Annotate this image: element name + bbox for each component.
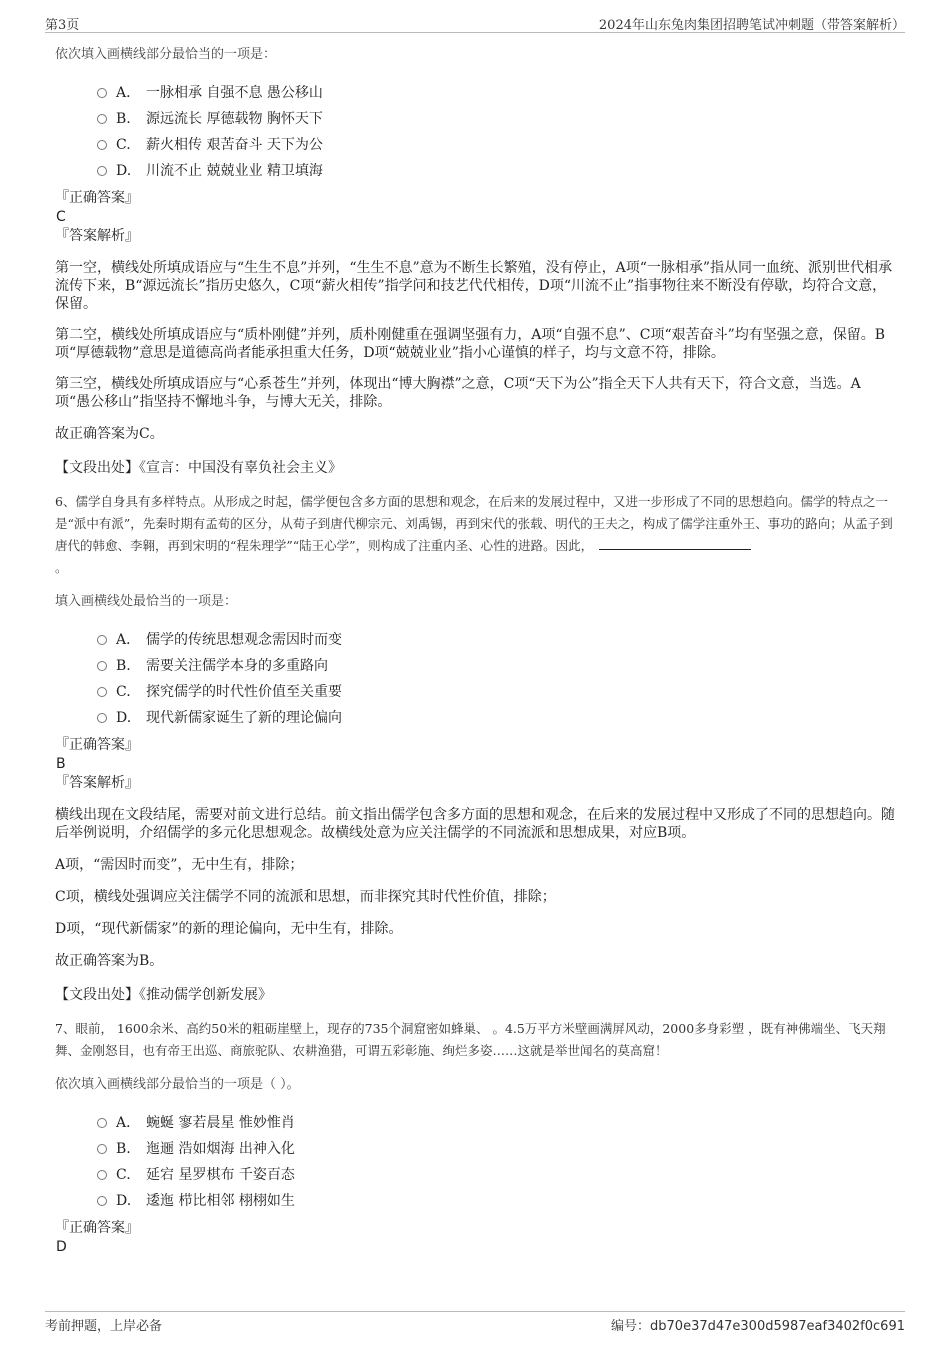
option-text: 川流不止 兢兢业业 精卫填海 — [146, 163, 323, 179]
radio-icon[interactable] — [97, 1118, 107, 1128]
option-c[interactable] — [97, 132, 895, 158]
option-letter: D. — [116, 1193, 132, 1209]
analysis-paragraph: C项，横线处强调应关注儒学不同的流派和思想，而非探究其时代性价值，排除； — [55, 889, 556, 905]
option-letter: C. — [116, 684, 131, 700]
page-footer — [45, 1311, 905, 1334]
page-number: 第3页 — [45, 18, 80, 33]
option-letter: C. — [116, 137, 131, 153]
analysis-paragraph: 横线出现在文段结尾，需要对前文进行总结。前文指出儒学包含多方面的思想和观念，在后来的发展过程中又形成了不同的思想趋向。随后举例说明，介绍儒学的多元化思想观念。故横线处意为应关注儒学的不同流派和思想成果，对应B项。 — [55, 807, 895, 841]
radio-icon[interactable] — [97, 1196, 107, 1206]
document-title: 2024年山东兔肉集团招聘笔试冲刺题（带答案解析） — [598, 18, 905, 33]
option-d[interactable] — [97, 158, 895, 184]
option-a[interactable] — [97, 627, 895, 653]
option-d[interactable] — [97, 705, 895, 731]
page-header — [45, 12, 905, 33]
radio-icon[interactable] — [97, 140, 107, 150]
option-b[interactable] — [97, 653, 895, 679]
option-b[interactable] — [97, 1136, 895, 1162]
analysis-label: 『答案解析』 — [55, 228, 139, 244]
radio-icon[interactable] — [97, 635, 107, 645]
option-b[interactable] — [97, 106, 895, 132]
analysis-paragraph: A项，“需因时而变”，无中生有，排除； — [55, 857, 304, 873]
option-a[interactable] — [97, 1110, 895, 1136]
analysis-paragraph: 第三空，横线处所填成语应与“心系苍生”并列，体现出“博大胸襟”之意，C项“天下为公”指全天下人共有天下，符合文意，当选。A项“愚公移山”指坚持不懈地斗争，与博大无关，排除。 — [55, 376, 861, 410]
question-text-body: 6、儒学自身具有多样特点。从形成之时起，儒学便包含多方面的思想和观念，在后来的发展过程中，又进一步形成了不同的思想趋向。儒学的特点之一是“派中有派”，先秦时期有孟荀的区分，从荀子到唐代柳宗元、刘禹锡，再到宋代的张载、明代的王夫之，构成了儒学注重外王、事功的路向；从孟子到唐代的韩愈、李翱，再到宋明的“程朱理学”“陆王心学”，则构成了注重内圣、心性的进路。因此， — [55, 494, 893, 553]
option-letter: A． — [116, 85, 141, 101]
option-letter: B. — [116, 1141, 131, 1157]
question-prompt: 依次填入画横线部分最恰当的一项是（ ）。 — [55, 1077, 300, 1092]
radio-icon[interactable] — [97, 166, 107, 176]
question-7 — [55, 1018, 895, 1256]
option-text: 薪火相传 艰苦奋斗 天下为公 — [146, 137, 323, 153]
question-prompt: 依次填入画横线部分最恰当的一项是： — [55, 47, 277, 62]
option-text: 一脉相承 自强不息 愚公移山 — [146, 85, 323, 101]
option-text: 需要关注儒学本身的多重路向 — [146, 658, 328, 674]
page-content — [55, 46, 895, 1256]
option-text: 延宕 星罗棋布 千姿百态 — [146, 1167, 295, 1183]
analysis-conclusion: 故正确答案为C。 — [55, 426, 164, 442]
radio-icon[interactable] — [97, 1170, 107, 1180]
document-code-label: 编号： — [611, 1319, 651, 1334]
answer-label: 『正确答案』 — [55, 1220, 139, 1236]
question-5 — [55, 46, 895, 477]
option-letter: B. — [116, 111, 131, 127]
source-citation: 【文段出处】《宣言：中国没有辜负社会主义》 — [55, 460, 342, 476]
options-list — [97, 627, 895, 731]
radio-icon[interactable] — [97, 1144, 107, 1154]
option-letter: B. — [116, 658, 131, 674]
option-text: 现代新儒家诞生了新的理论偏向 — [146, 710, 342, 726]
option-letter: C. — [116, 1167, 131, 1183]
option-a[interactable] — [97, 80, 895, 106]
option-c[interactable] — [97, 1162, 895, 1188]
option-letter: D. — [116, 163, 132, 179]
radio-icon[interactable] — [97, 114, 107, 124]
analysis-paragraph: 第一空，横线处所填成语应与“生生不息”并列，“生生不息”意为不断生长繁殖，没有停止，A项“一脉相承”指从同一血统、派别世代相承流传下来，B“源远流长”指历史悠久，C项“薪火相传”指学问和技艺代代相传，D项“川流不止”指事物往来不断没有停歇，均符合文意，保留。 — [55, 260, 893, 312]
answer-value: B — [56, 756, 66, 772]
analysis-paragraph: D项，“现代新儒家”的新的理论偏向，无中生有，排除。 — [55, 921, 403, 937]
answer-label: 『正确答案』 — [55, 737, 139, 753]
radio-icon[interactable] — [97, 687, 107, 697]
option-text: 逶迤 栉比相邻 栩栩如生 — [146, 1193, 295, 1209]
answer-blank — [599, 539, 751, 550]
option-text: 探究儒学的时代性价值至关重要 — [146, 684, 342, 700]
radio-icon[interactable] — [97, 661, 107, 671]
option-letter: D. — [116, 710, 132, 726]
option-c[interactable] — [97, 679, 895, 705]
options-list — [97, 1110, 895, 1214]
question-text — [55, 491, 895, 579]
option-text: 蜿蜒 寥若晨星 惟妙惟肖 — [146, 1115, 295, 1131]
option-text: 源远流长 厚德载物 胸怀天下 — [146, 111, 323, 127]
options-list — [97, 80, 895, 184]
analysis-paragraph: 第二空，横线处所填成语应与“质朴刚健”并列，质朴刚健重在强调坚强有力，A项“自强不息”、C项“艰苦奋斗”均有坚强之意，保留。B项“厚德载物”意思是道德高尚者能承担重大任务，D项“兢兢业业”指小心谨慎的样子，均与文意不符，排除。 — [55, 327, 886, 361]
document-code-value: db70e37d47e300d5987eaf3402f0c691 — [650, 1319, 905, 1334]
option-d[interactable] — [97, 1188, 895, 1214]
source-citation: 【文段出处】《推动儒学创新发展》 — [55, 987, 272, 1003]
radio-icon[interactable] — [97, 713, 107, 723]
question-text-end: 。 — [55, 560, 68, 575]
footer-slogan: 考前押题，上岸必备 — [45, 1319, 163, 1334]
option-letter: A． — [116, 632, 141, 648]
analysis-label: 『答案解析』 — [55, 775, 139, 791]
answer-value: C — [56, 209, 66, 225]
question-prompt: 填入画横线处最恰当的一项是： — [55, 594, 238, 609]
radio-icon[interactable] — [97, 88, 107, 98]
analysis-conclusion: 故正确答案为B。 — [55, 953, 164, 969]
option-letter: A． — [116, 1115, 141, 1131]
answer-label: 『正确答案』 — [55, 190, 139, 206]
question-text: 7、眼前， 1600余米、高约50米的粗砺崖壁上，现存的735个洞窟密如蜂巢、 。4.5万平方米壁画满屏风动，2000多身彩塑 ，既有神佛端坐、飞天翔舞、金刚怒目，也有帝王出巡、商旅驼队、农耕渔猎，可谓五彩彰施、绚烂多姿……这就是举世闻名的莫高窟！ — [55, 1021, 886, 1058]
option-text: 儒学的传统思想观念需因时而变 — [146, 632, 342, 648]
question-6 — [55, 491, 895, 1004]
document-code — [611, 1315, 905, 1334]
option-text: 迤逦 浩如烟海 出神入化 — [146, 1141, 295, 1157]
answer-value: D — [56, 1239, 67, 1255]
